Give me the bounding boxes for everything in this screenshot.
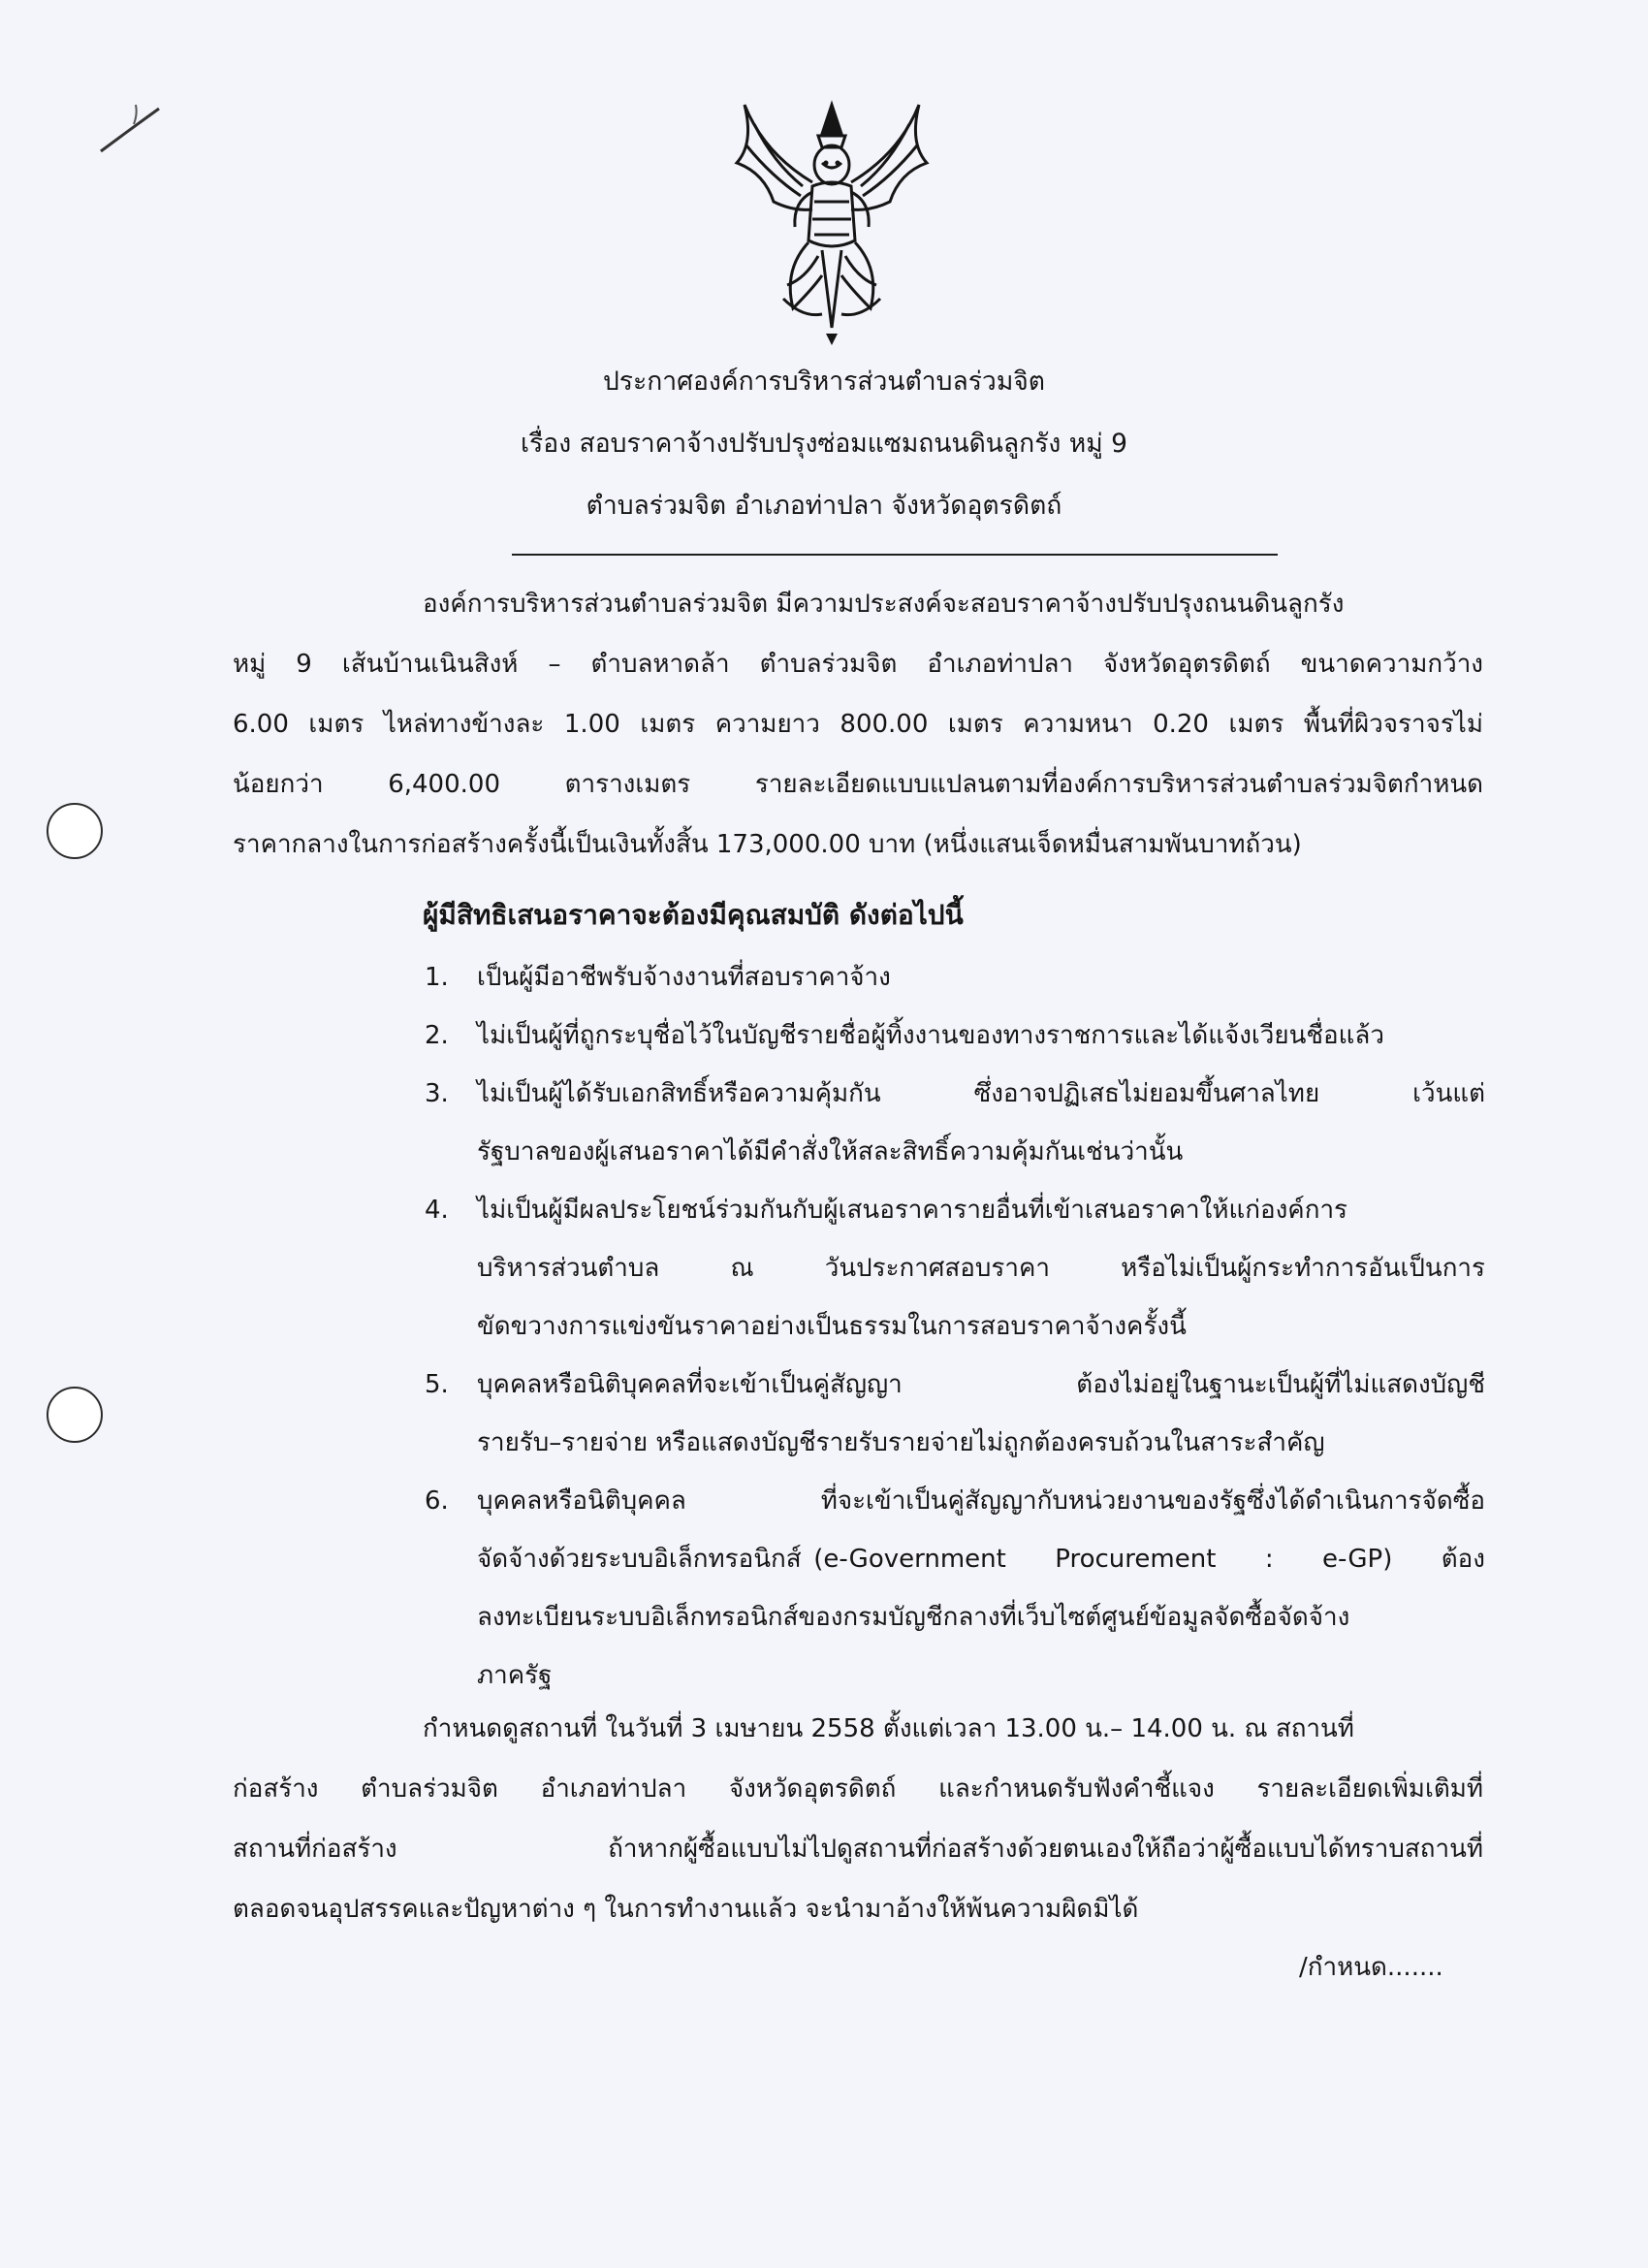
item-text: ไม่เป็นผู้ที่ถูกระบุชื่อไว้ในบัญชีรายชื่อผู้ทิ้งงานของทางราชการและได้แจ้งเวียนชื่อแล้ว xyxy=(477,1021,1384,1050)
site-visit-paragraph xyxy=(233,1699,1483,1939)
item-text: ภาครัฐ xyxy=(477,1661,553,1690)
item-text: ไม่เป็นผู้มีผลประโยชน์ร่วมกันกับผู้เสนอราคารายอื่นที่เข้าเสนอราคาให้แก่องค์การ xyxy=(477,1196,1348,1225)
site-visit-line: สถานที่ก่อสร้าง ถ้าหากผู้ซื้อแบบไม่ไปดูสถานที่ก่อสร้างด้วยตนเองให้ถือว่าผู้ซื้อแบบได้ทราบสถานที่ xyxy=(233,1835,1483,1864)
item-number: 6. xyxy=(425,1486,449,1516)
item-text: ไม่เป็นผู้ได้รับเอกสิทธิ์หรือความคุ้มกัน ซึ่งอาจปฏิเสธไม่ยอมขึ้นศาลไทย เว้นแต่ xyxy=(477,1079,1485,1108)
punch-hole-bottom xyxy=(47,1387,103,1443)
item-text: ลงทะเบียนระบบอิเล็กทรอนิกส์ของกรมบัญชีกลางที่เว็บไซต์ศูนย์ข้อมูลจัดซื้อจัดจ้าง xyxy=(477,1603,1350,1632)
item-text: บริหารส่วนตำบล ณ วันประกาศสอบราคา หรือไม่เป็นผู้กระทำการอันเป็นการ xyxy=(477,1254,1485,1283)
site-visit-line: ก่อสร้าง ตำบลร่วมจิต อำเภอท่าปลา จังหวัดอุตรดิตถ์ และกำหนดรับฟังคำชี้แจง รายละเอียดเพิ่มเติมที่ xyxy=(233,1774,1483,1804)
item-number: 2. xyxy=(425,1021,449,1050)
intro-line: หมู่ 9 เส้นบ้านเนินสิงห์ – ตำบลหาดล้า ตำบลร่วมจิต อำเภอท่าปลา จังหวัดอุตรดิตถ์ ขนาดความกว้าง xyxy=(233,650,1483,679)
announcement-title: ประกาศองค์การบริหารส่วนตำบลร่วมจิต xyxy=(602,367,1046,397)
item-number: 4. xyxy=(425,1196,449,1225)
continuation-marker: /กำหนด....... xyxy=(1299,1953,1443,1982)
heading-divider xyxy=(512,554,1278,556)
item-text: จัดจ้างด้วยระบบอิเล็กทรอนิกส์ (e-Government Procurement : e-GP) ต้อง xyxy=(477,1545,1485,1574)
intro-line: 6.00 เมตร ไหล่ทางข้างละ 1.00 เมตร ความยาว 800.00 เมตร ความหนา 0.20 เมตร พื้นที่ผิวจราจรไม่ xyxy=(233,710,1483,739)
site-visit-line: ตลอดจนอุปสรรคและปัญหาต่าง ๆ ในการทำงานแล้ว จะนำมาอ้างให้พ้นความผิดมิได้ xyxy=(233,1895,1139,1924)
announcement-location: ตำบลร่วมจิต อำเภอท่าปลา จังหวัดอุตรดิตถ์ xyxy=(586,491,1062,521)
item-text: บุคคลหรือนิติบุคคล ที่จะเข้าเป็นคู่สัญญากับหน่วยงานของรัฐซึ่งได้ดำเนินการจัดซื้อ xyxy=(477,1486,1485,1516)
item-text: รายรับ–รายจ่าย หรือแสดงบัญชีรายรับรายจ่ายไม่ถูกต้องครบถ้วนในสาระสำคัญ xyxy=(477,1428,1325,1457)
item-text: ขัดขวางการแข่งขันราคาอย่างเป็นธรรมในการสอบราคาจ้างครั้งนี้ xyxy=(477,1312,1187,1341)
pen-stroke-mark xyxy=(95,95,173,163)
intro-line: องค์การบริหารส่วนตำบลร่วมจิต มีความประสงค์จะสอบราคาจ้างปรับปรุงถนนดินลูกรัง xyxy=(423,590,1345,619)
intro-paragraph xyxy=(233,574,1483,875)
garuda-emblem-icon xyxy=(725,85,938,349)
punch-hole-top xyxy=(47,803,103,859)
intro-line: น้อยกว่า 6,400.00 ตารางเมตร รายละเอียดแบบแปลนตามที่องค์การบริหารส่วนตำบลร่วมจิตกำหนด xyxy=(233,770,1483,799)
qualifications-heading: ผู้มีสิทธิเสนอราคาจะต้องมีคุณสมบัติ ดังต่อไปนี้ xyxy=(423,899,964,931)
item-number: 1. xyxy=(425,963,449,992)
intro-line: ราคากลางในการก่อสร้างครั้งนี้เป็นเงินทั้งสิ้น 173,000.00 บาท (หนึ่งแสนเจ็ดหมื่นสามพันบาทถ้วน) xyxy=(233,830,1302,859)
item-text: บุคคลหรือนิติบุคคลที่จะเข้าเป็นคู่สัญญา ต้องไม่อยู่ในฐานะเป็นผู้ที่ไม่แสดงบัญชี xyxy=(477,1370,1485,1399)
item-number: 5. xyxy=(425,1370,449,1399)
item-text: เป็นผู้มีอาชีพรับจ้างงานที่สอบราคาจ้าง xyxy=(477,963,891,992)
item-text: รัฐบาลของผู้เสนอราคาได้มีคำสั่งให้สละสิทธิ์ความคุ้มกันเช่นว่านั้น xyxy=(477,1137,1184,1166)
item-number: 3. xyxy=(425,1079,449,1108)
site-visit-line: กำหนดดูสถานที่ ในวันที่ 3 เมษายน 2558 ตั้งแต่เวลา 13.00 น.– 14.00 น. ณ สถานที่ xyxy=(423,1714,1354,1743)
announcement-subject: เรื่อง สอบราคาจ้างปรับปรุงซ่อมแซมถนนดินลูกรัง หมู่ 9 xyxy=(520,429,1128,459)
